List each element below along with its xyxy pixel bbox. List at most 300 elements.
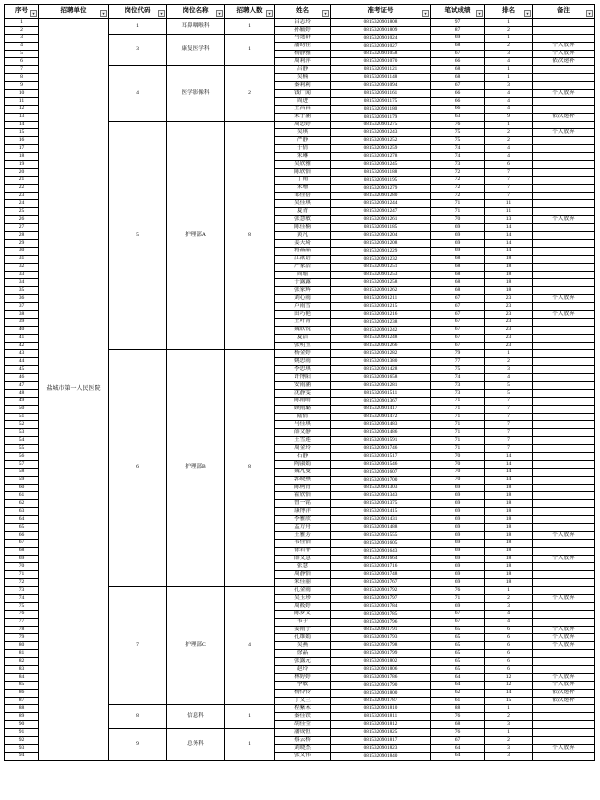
cell-note: 个人放弃 (533, 626, 595, 634)
cell-note (533, 176, 595, 184)
column-header-label: 姓名 (296, 7, 309, 15)
column-header-seq[interactable] (5, 5, 39, 19)
cell-score: 66 (431, 97, 485, 105)
cell-rank: 4 (485, 153, 533, 161)
cell-rank: 14 (485, 224, 533, 232)
cell-seq: 56 (5, 452, 39, 460)
cell-ticket: 0815320901517 (331, 452, 431, 460)
cell-name: 朱佳丽 (275, 579, 331, 587)
cell-note (533, 602, 595, 610)
cell-seq: 71 (5, 571, 39, 579)
cell-name: 王雅芳 (275, 531, 331, 539)
cell-seq: 68 (5, 547, 39, 555)
cell-ticket: 0815320901275 (331, 121, 431, 129)
cell-rank: 23 (485, 295, 533, 303)
cell-seq: 11 (5, 97, 39, 105)
cell-name: 黄凡 (275, 232, 331, 240)
cell-rank: 18 (485, 500, 533, 508)
cell-seq: 76 (5, 610, 39, 618)
column-header-code[interactable] (109, 5, 167, 19)
cell-note (533, 658, 595, 666)
cell-name: 孟方舟 (275, 524, 331, 532)
cell-rank: 1 (485, 66, 533, 74)
cell-rank: 7 (485, 421, 533, 429)
cell-rank: 11 (485, 208, 533, 216)
cell-score: 72 (431, 184, 485, 192)
cell-score: 74 (431, 153, 485, 161)
cell-name: 吴佳琪 (275, 200, 331, 208)
cell-name: 蔡云桥 (275, 737, 331, 745)
cell-ticket: 0815320901229 (331, 247, 431, 255)
cell-seq: 93 (5, 744, 39, 752)
cell-rank: 3 (485, 50, 533, 58)
table-body (5, 19, 595, 761)
cell-position-code: 9 (109, 729, 167, 761)
cell-note (533, 208, 595, 216)
cell-score: 68 (431, 279, 485, 287)
cell-score: 68 (431, 263, 485, 271)
cell-seq: 47 (5, 381, 39, 389)
cell-name: 周思婷 (275, 121, 331, 129)
cell-ticket: 0815320901488 (331, 524, 431, 532)
cell-hire-count: 1 (225, 19, 275, 35)
cell-ticket: 0815320901511 (331, 389, 431, 397)
cell-seq: 84 (5, 673, 39, 681)
cell-name: 陈梦文 (275, 610, 331, 618)
cell-note (533, 350, 595, 358)
cell-name: 张文伟 (275, 752, 331, 760)
cell-ticket: 0815320901211 (331, 295, 431, 303)
cell-name: 丁文兰 (275, 697, 331, 705)
cell-score: 69 (431, 547, 485, 555)
column-header-position[interactable] (167, 5, 225, 19)
cell-score: 72 (431, 168, 485, 176)
cell-seq: 43 (5, 350, 39, 358)
cell-score: 64 (431, 744, 485, 752)
cell-seq: 62 (5, 500, 39, 508)
cell-rank: 2 (485, 358, 533, 366)
cell-note (533, 137, 595, 145)
cell-score: 69 (431, 524, 485, 532)
cell-note (533, 516, 595, 524)
cell-ticket: 0815320901279 (331, 184, 431, 192)
column-header-note[interactable] (533, 5, 595, 19)
cell-name: 吕静 (275, 66, 331, 74)
cell-rank: 14 (485, 247, 533, 255)
cell-seq: 65 (5, 524, 39, 532)
cell-note: 个人放弃 (533, 310, 595, 318)
cell-seq: 10 (5, 90, 39, 98)
cell-score: 71 (431, 445, 485, 453)
filter-dropdown-icon[interactable]: ▾ (100, 10, 107, 17)
cell-name: 王雪莲 (275, 437, 331, 445)
filter-dropdown-icon[interactable]: ▾ (476, 10, 483, 17)
cell-name: 姚思雨 (275, 358, 331, 366)
cell-rank: 6 (485, 642, 533, 650)
cell-name: 周莉萍 (275, 58, 331, 66)
cell-name: 陶淑娟 (275, 460, 331, 468)
cell-score: 71 (431, 200, 485, 208)
filter-dropdown-icon[interactable]: ▾ (266, 10, 273, 17)
cell-name: 陆倩 (275, 413, 331, 421)
cell-name: 魏凡曼 (275, 468, 331, 476)
table-row[interactable] (5, 19, 595, 27)
cell-ticket: 0815320901823 (331, 744, 431, 752)
cell-name: 陈柯青 (275, 484, 331, 492)
cell-note (533, 263, 595, 271)
cell-hire-count: 4 (225, 587, 275, 705)
cell-name: 夏青 (275, 208, 331, 216)
cell-name: 石静 (275, 452, 331, 460)
cell-score: 70 (431, 216, 485, 224)
column-header-ticket[interactable] (331, 5, 431, 19)
cell-ticket: 0815320901248 (331, 334, 431, 342)
cell-ticket: 0815320901244 (331, 200, 431, 208)
filter-dropdown-icon[interactable]: ▾ (422, 10, 429, 17)
cell-name: 张露元 (275, 658, 331, 666)
cell-note (533, 232, 595, 240)
cell-name: 杨静雅 (275, 50, 331, 58)
cell-rank: 6 (485, 634, 533, 642)
cell-score: 68 (431, 255, 485, 263)
cell-seq: 1 (5, 19, 39, 27)
cell-seq: 21 (5, 176, 39, 184)
column-header-rank[interactable] (485, 5, 533, 19)
cell-seq: 9 (5, 82, 39, 90)
filter-dropdown-icon[interactable]: ▾ (30, 10, 37, 17)
cell-ticket: 0815320901812 (331, 721, 431, 729)
cell-seq: 90 (5, 721, 39, 729)
cell-note (533, 97, 595, 105)
cell-rank: 14 (485, 460, 533, 468)
cell-rank: 18 (485, 555, 533, 563)
cell-rank: 6 (485, 161, 533, 169)
cell-seq: 14 (5, 121, 39, 129)
cell-name: 秦莉莉 (275, 82, 331, 90)
cell-seq: 26 (5, 216, 39, 224)
cell-ticket: 0815320901800 (331, 689, 431, 697)
cell-score: 72 (431, 192, 485, 200)
cell-ticket: 0815320901242 (331, 326, 431, 334)
cell-note (533, 74, 595, 82)
cell-name: 朱珊 (275, 184, 331, 192)
cell-position-code: 7 (109, 587, 167, 705)
cell-seq: 52 (5, 421, 39, 429)
cell-name: 周筱婷 (275, 602, 331, 610)
cell-name: 潘成恒 (275, 729, 331, 737)
cell-ticket: 0815320901266 (331, 342, 431, 350)
cell-score: 68 (431, 74, 485, 82)
cell-rank: 4 (485, 610, 533, 618)
cell-rank: 2 (485, 42, 533, 50)
cell-ticket: 0815320901094 (331, 82, 431, 90)
cell-name: 于露露 (275, 279, 331, 287)
cell-ticket: 0815320901664 (331, 555, 431, 563)
cell-name: 姜雨宁 (275, 626, 331, 634)
cell-note (533, 587, 595, 595)
cell-seq: 24 (5, 200, 39, 208)
cell-note: 个人放弃 (533, 681, 595, 689)
cell-note (533, 374, 595, 382)
cell-note (533, 200, 595, 208)
cell-name: 田巧艳 (275, 310, 331, 318)
cell-name: 徐若菲 (275, 547, 331, 555)
cell-seq: 85 (5, 681, 39, 689)
cell-ticket: 0815320901261 (331, 216, 431, 224)
cell-score: 66 (431, 105, 485, 113)
cell-name: 陈佳楠 (275, 224, 331, 232)
cell-rank: 3 (485, 366, 533, 374)
cell-rank: 14 (485, 239, 533, 247)
column-header-unit[interactable] (39, 5, 109, 19)
cell-score: 71 (431, 595, 485, 603)
cell-score: 66 (431, 90, 485, 98)
cell-ticket: 0815320901245 (331, 161, 431, 169)
cell-seq: 55 (5, 445, 39, 453)
cell-note (533, 429, 595, 437)
cell-score: 71 (431, 413, 485, 421)
cell-position-name: 信息科 (167, 705, 225, 729)
cell-name: 孔金雨 (275, 587, 331, 595)
cell-rank: 23 (485, 310, 533, 318)
column-header-count[interactable] (225, 5, 275, 19)
cell-seq: 74 (5, 595, 39, 603)
cell-note (533, 650, 595, 658)
cell-score: 69 (431, 579, 485, 587)
cell-ticket: 0815320901121 (331, 66, 431, 74)
cell-rank: 7 (485, 445, 533, 453)
cell-name: 周静怡 (275, 571, 331, 579)
cell-rank: 7 (485, 413, 533, 421)
cell-seq: 94 (5, 752, 39, 760)
cell-name: 周进 (275, 97, 331, 105)
cell-ticket: 0815320901591 (331, 437, 431, 445)
cell-name: 赵玲 (275, 666, 331, 674)
cell-score: 64 (431, 673, 485, 681)
column-header-name[interactable] (275, 5, 331, 19)
cell-seq: 57 (5, 460, 39, 468)
filter-dropdown-icon[interactable]: ▾ (524, 10, 531, 17)
cell-score: 88 (431, 705, 485, 713)
cell-score: 67 (431, 303, 485, 311)
cell-name: 孙毓婷 (275, 26, 331, 34)
cell-note (533, 184, 595, 192)
cell-note: 个人放弃 (533, 531, 595, 539)
cell-position-code: 6 (109, 350, 167, 587)
cell-ticket: 0815320901784 (331, 602, 431, 610)
cell-score: 65 (431, 666, 485, 674)
cell-name: 魏欣悦 (275, 326, 331, 334)
cell-ticket: 0815320901238 (331, 318, 431, 326)
cell-note (533, 752, 595, 760)
cell-ticket: 0815320901809 (331, 26, 431, 34)
cell-seq: 3 (5, 34, 39, 42)
cell-rank: 18 (485, 571, 533, 579)
cell-ticket: 0815320901791 (331, 626, 431, 634)
cell-position-name: 医学影像科 (167, 66, 225, 121)
cell-name: 程紫禾 (275, 705, 331, 713)
cell-ticket: 0815320901825 (331, 729, 431, 737)
cell-hire-count: 1 (225, 705, 275, 729)
cell-rank: 2 (485, 595, 533, 603)
cell-note: 个人放弃 (533, 42, 595, 50)
cell-seq: 31 (5, 255, 39, 263)
cell-note (533, 34, 595, 42)
cell-rank: 7 (485, 184, 533, 192)
cell-rank: 7 (485, 168, 533, 176)
cell-score: 69 (431, 500, 485, 508)
cell-name: 严静 (275, 137, 331, 145)
cell-rank: 4 (485, 58, 533, 66)
column-header-label: 招聘人数 (236, 7, 263, 15)
cell-rank: 6 (485, 626, 533, 634)
cell-score: 73 (431, 389, 485, 397)
cell-rank: 4 (485, 90, 533, 98)
cell-score: 75 (431, 366, 485, 374)
cell-note (533, 571, 595, 579)
cell-name: 刘晓杰 (275, 744, 331, 752)
cell-score: 67 (431, 334, 485, 342)
cell-ticket: 0815320901811 (331, 713, 431, 721)
cell-rank: 23 (485, 303, 533, 311)
cell-rank: 14 (485, 689, 533, 697)
cell-score: 62 (431, 689, 485, 697)
cell-ticket: 0815320901258 (331, 279, 431, 287)
cell-rank: 15 (485, 697, 533, 705)
cell-ticket: 0815320901787 (331, 697, 431, 705)
cell-name: 霍欣怡 (275, 492, 331, 500)
cell-seq: 6 (5, 58, 39, 66)
cell-hire-count: 8 (225, 121, 275, 350)
cell-note (533, 468, 595, 476)
cell-seq: 86 (5, 689, 39, 697)
cell-ticket: 0815320901278 (331, 153, 431, 161)
cell-name: 徐晶 (275, 650, 331, 658)
cell-note: 个人放弃 (533, 673, 595, 681)
cell-name: 钱广闻 (275, 90, 331, 98)
cell-name: 杨金婷 (275, 350, 331, 358)
cell-rank: 4 (485, 105, 533, 113)
cell-seq: 87 (5, 697, 39, 705)
cell-note: 依次递补 (533, 58, 595, 66)
cell-ticket: 0815320901251 (331, 263, 431, 271)
cell-note (533, 500, 595, 508)
cell-name: 顾雨璐 (275, 405, 331, 413)
cell-note (533, 713, 595, 721)
cell-rank: 7 (485, 192, 533, 200)
cell-note (533, 239, 595, 247)
cell-note (533, 145, 595, 153)
cell-note (533, 105, 595, 113)
cell-seq: 63 (5, 508, 39, 516)
cell-note (533, 729, 595, 737)
filter-dropdown-icon[interactable]: ▾ (586, 10, 593, 17)
cell-ticket: 0815320901058 (331, 50, 431, 58)
cell-note: 依次递补 (533, 697, 595, 705)
cell-note (533, 579, 595, 587)
cell-rank: 7 (485, 437, 533, 445)
filter-dropdown-icon[interactable]: ▾ (158, 10, 165, 17)
cell-score: 70 (431, 468, 485, 476)
cell-note (533, 153, 595, 161)
cell-rank: 14 (485, 468, 533, 476)
cell-seq: 17 (5, 145, 39, 153)
cell-ticket: 0815320901785 (331, 610, 431, 618)
cell-name: 王叶菁 (275, 318, 331, 326)
cell-name: 吕志玲 (275, 19, 331, 27)
cell-ticket: 0815320901817 (331, 737, 431, 745)
cell-seq: 41 (5, 334, 39, 342)
cell-name: 薛文静 (275, 429, 331, 437)
cell-ticket: 0815320901070 (331, 58, 431, 66)
filter-dropdown-icon[interactable]: ▾ (216, 10, 223, 17)
cell-name: 孔维娟 (275, 634, 331, 642)
cell-seq: 8 (5, 74, 39, 82)
cell-seq: 39 (5, 318, 39, 326)
cell-name: 张慧敏 (275, 216, 331, 224)
cell-seq: 70 (5, 563, 39, 571)
cell-rank: 18 (485, 524, 533, 532)
cell-score: 71 (431, 208, 485, 216)
cell-score: 68 (431, 271, 485, 279)
cell-name: 林婷婷 (275, 673, 331, 681)
filter-dropdown-icon[interactable]: ▾ (322, 10, 329, 17)
cell-ticket: 0815320901415 (331, 508, 431, 516)
cell-ticket: 0815320901253 (331, 271, 431, 279)
cell-note (533, 366, 595, 374)
cell-name: 潘昀佳 (275, 42, 331, 50)
cell-score: 67 (431, 737, 485, 745)
cell-ticket: 0815320901243 (331, 129, 431, 137)
cell-ticket: 0815320901185 (331, 224, 431, 232)
cell-score: 66 (431, 58, 485, 66)
cell-rank: 18 (485, 255, 533, 263)
cell-score: 73 (431, 381, 485, 389)
cell-name: 韦佳怡 (275, 539, 331, 547)
column-header-label: 岗位代码 (124, 7, 151, 15)
cell-score: 67 (431, 610, 485, 618)
cell-note (533, 303, 595, 311)
cell-note (533, 255, 595, 263)
cell-seq: 54 (5, 437, 39, 445)
cell-rank: 3 (485, 744, 533, 752)
cell-score: 68 (431, 721, 485, 729)
cell-ticket: 0815320901179 (331, 113, 431, 121)
cell-seq: 73 (5, 587, 39, 595)
cell-score: 67 (431, 50, 485, 58)
cell-score: 87 (431, 26, 485, 34)
cell-name: 杨伶伶 (275, 689, 331, 697)
cell-name: 郭晓燕 (275, 476, 331, 484)
cell-score: 69 (431, 239, 485, 247)
cell-rank: 2 (485, 129, 533, 137)
cell-name: 张明玉 (275, 342, 331, 350)
cell-seq: 25 (5, 208, 39, 216)
cell-ticket: 0815320901428 (331, 366, 431, 374)
cell-rank: 18 (485, 531, 533, 539)
column-header-score[interactable] (431, 5, 485, 19)
cell-name: 马佳琪 (275, 421, 331, 429)
cell-name: 于倩 (275, 145, 331, 153)
cell-note (533, 405, 595, 413)
cell-hire-count: 8 (225, 350, 275, 587)
cell-seq: 5 (5, 50, 39, 58)
cell-seq: 13 (5, 113, 39, 121)
cell-name: 李思琪 (275, 366, 331, 374)
cell-seq: 60 (5, 484, 39, 492)
cell-score: 69 (431, 539, 485, 547)
cell-ticket: 0815320901790 (331, 681, 431, 689)
